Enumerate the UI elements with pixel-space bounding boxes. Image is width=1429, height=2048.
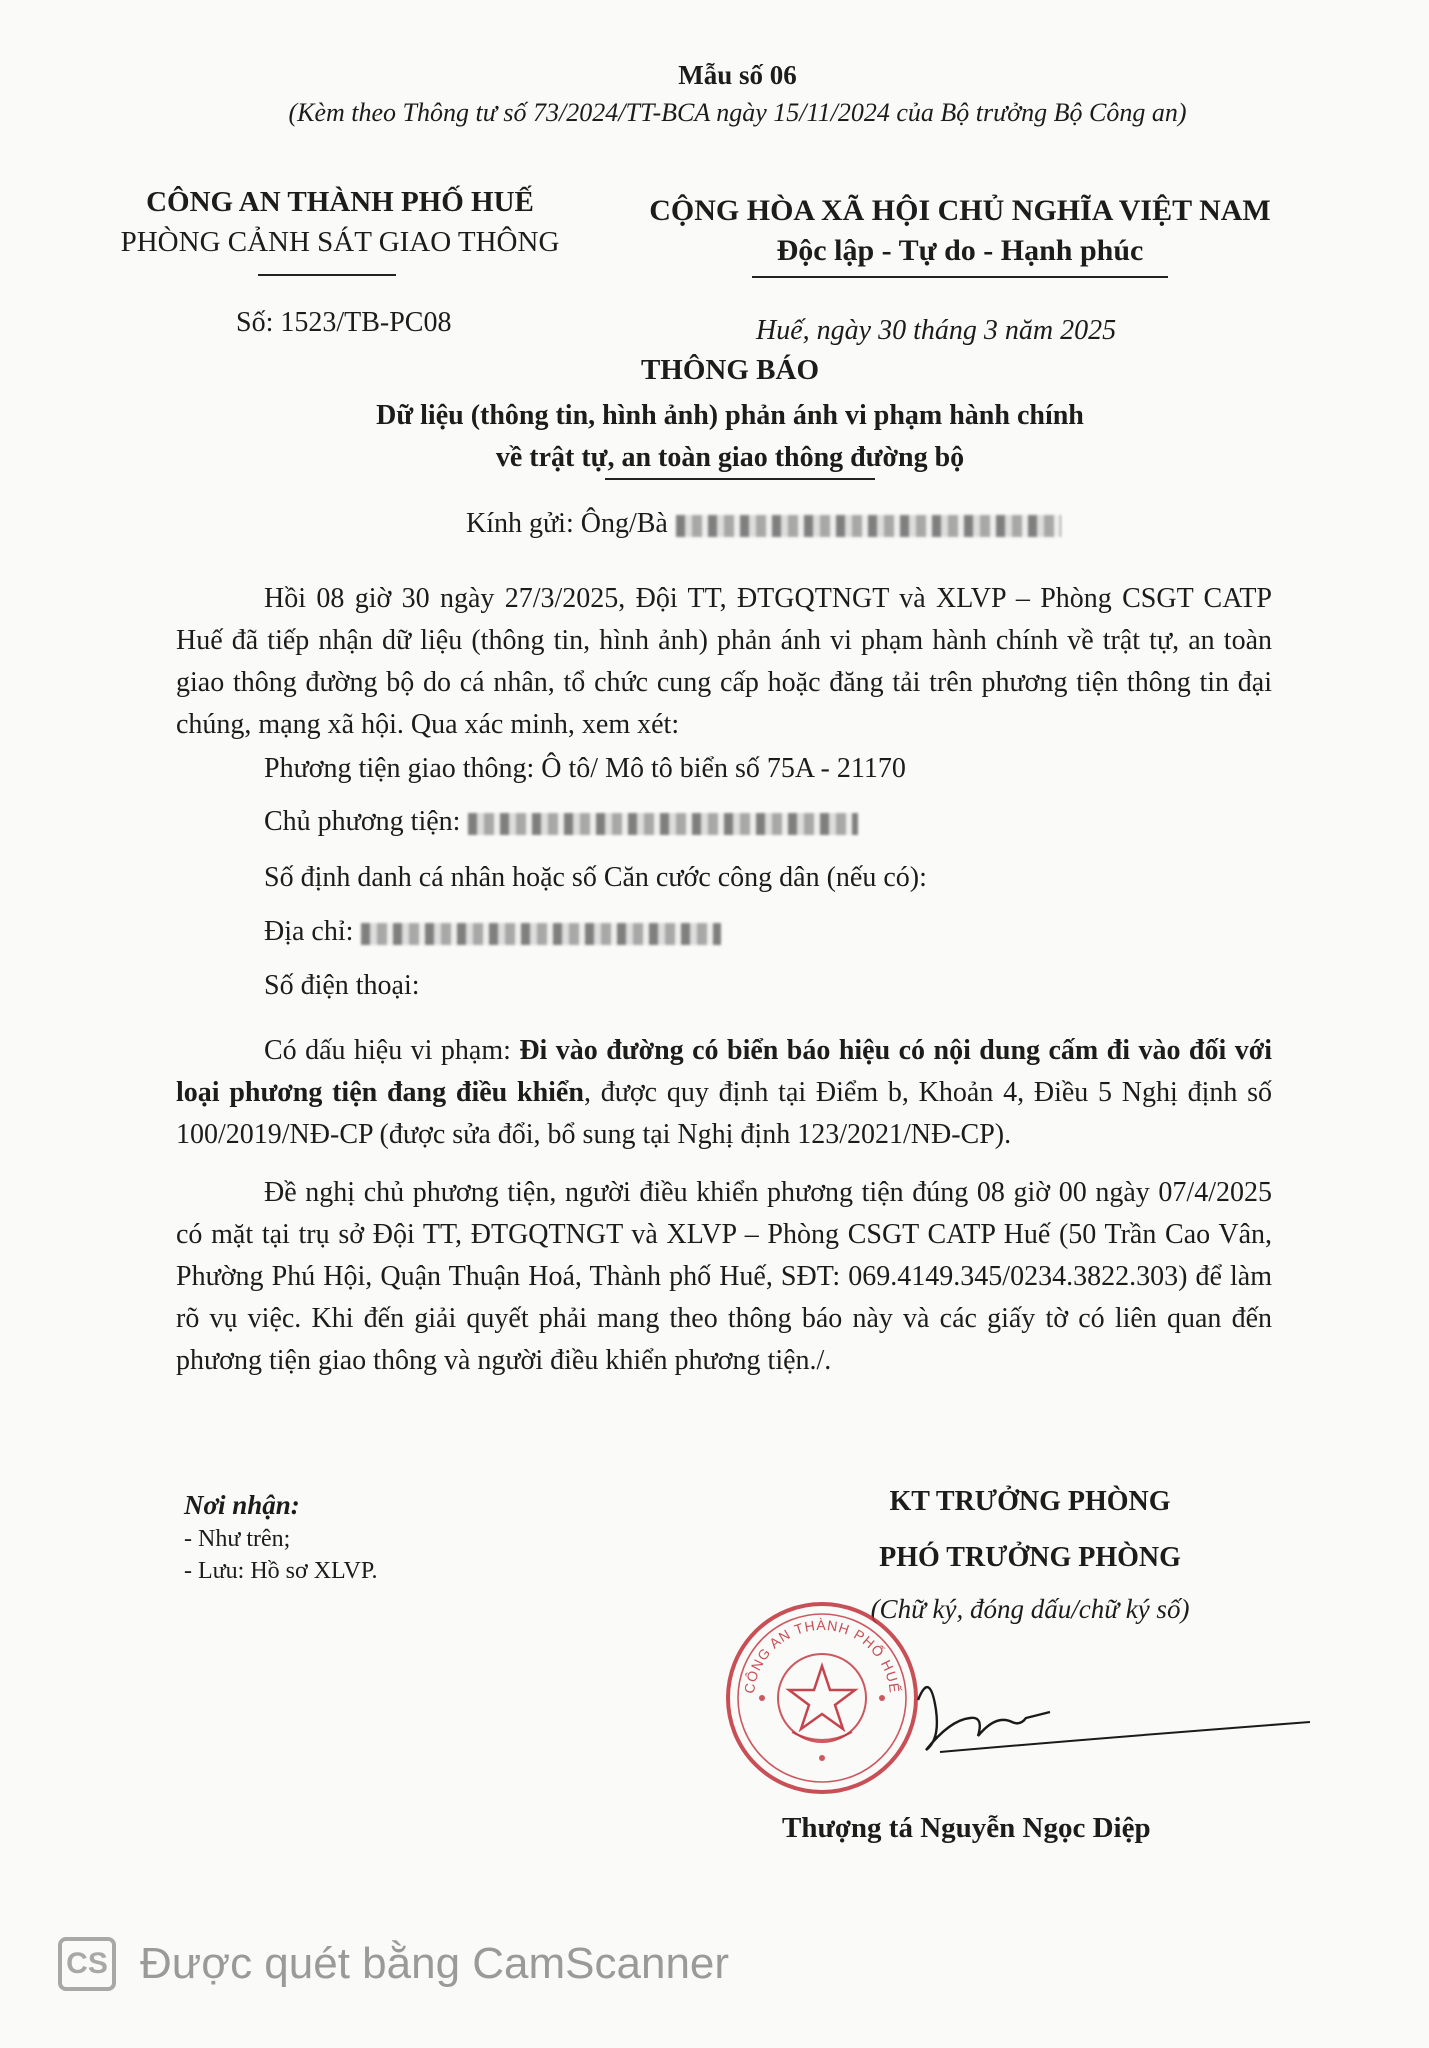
request-paragraph <box>176 1172 1272 1382</box>
document-title: THÔNG BÁO <box>640 354 820 386</box>
redacted-recipient <box>676 515 1061 537</box>
country-name: CỘNG HÒA XÃ HỘI CHỦ NGHĨA VIỆT NAM <box>649 194 1271 227</box>
intro-paragraph <box>176 578 1272 746</box>
signer-title-2: PHÓ TRƯỞNG PHÒNG <box>879 1542 1181 1573</box>
violation-legal-basis: , được quy định tại Điểm b, Khoản 4, Điều 5 Nghị định số 100/2019/NĐ-CP (được sửa đổi, bổ sung tại Nghị định 123/2021/NĐ-CP). <box>176 1077 1273 1150</box>
document-subtitle-line1: Dữ liệu (thông tin, hình ảnh) phản ánh vi phạm hành chính <box>376 400 1084 431</box>
violation-description: Đi vào đường có biển báo hiệu có nội dung cấm đi vào đối với loại phương tiện đang điều khiển <box>176 1035 1273 1108</box>
recipient-item: - Lưu: Hồ sơ XLVP. <box>184 1558 378 1584</box>
camscanner-watermark <box>58 1937 729 1991</box>
camscanner-text: Được quét bằng CamScanner <box>140 1939 730 1988</box>
signature-note: (Chữ ký, đóng dấu/chữ ký số) <box>870 1594 1190 1624</box>
request-text: Đề nghị chủ phương tiện, người điều khiển phương tiện đúng 08 giờ 00 ngày 07/4/2025 có mặt tại trụ sở Đội TT, ĐTGQTNGT và XLVP – Phòng CSGT CATP Huế (50 Trần Cao Vân, Phường Phú Hội, Quận Thuận Hoá, Thành phố Huế, SĐT: 069.4149.345/0234.3822.303) để làm rõ vụ việc. Khi đến giải quyết phải mang theo thông báo này và các giấy tờ có liên quan đến phương tiện giao thông và người điều khiển phương tiện./. <box>176 1177 1272 1376</box>
redacted-address <box>361 923 721 945</box>
redacted-owner <box>468 813 858 835</box>
signer-name: Thượng tá Nguyễn Ngọc Diệp <box>782 1812 1151 1844</box>
signer-title-1: KT TRƯỞNG PHÒNG <box>889 1486 1171 1517</box>
recipient-item: - Như trên; <box>184 1526 291 1552</box>
motto-underline <box>752 276 1168 278</box>
svg-text:CÔNG AN THÀNH PHỐ HUẾ: CÔNG AN THÀNH PHỐ HUẾ <box>741 1616 903 1695</box>
owner-label: Chủ phương tiện: <box>264 806 461 837</box>
agency-name: CÔNG AN THÀNH PHỐ HUẾ <box>146 186 534 218</box>
vehicle-field: Phương tiện giao thông: Ô tô/ Mô tô biển số 75A - 21170 <box>264 753 906 784</box>
violation-prefix: Có dấu hiệu vi phạm: <box>264 1035 520 1066</box>
form-reference: (Kèm theo Thông tư số 73/2024/TT-BCA ngày 15/11/2024 của Bộ trưởng Bộ Công an) <box>288 98 1187 127</box>
document-number: Số: 1523/TB-PC08 <box>236 307 452 338</box>
id-field: Số định danh cá nhân hoặc số Căn cước công dân (nếu có): <box>264 862 927 893</box>
place-date: Huế, ngày 30 tháng 3 năm 2025 <box>756 315 1117 346</box>
recipients-label: Nơi nhận: <box>184 1490 300 1520</box>
address-label: Địa chỉ: <box>264 916 354 947</box>
intro-text: Hồi 08 giờ 30 ngày 27/3/2025, Đội TT, ĐTGQTNGT và XLVP – Phòng CSGT CATP Huế đã tiếp nhận dữ liệu (thông tin, hình ảnh) phản ánh vi phạm hành chính về trật tự, an toàn giao thông đường bộ do cá nhân, tổ chức cung cấp hoặc đăng tải trên phương tiện thông tin đại chúng, mạng xã hội. Qua xác minh, xem xét: <box>176 583 1272 740</box>
violation-paragraph <box>176 1030 1272 1156</box>
subtitle-underline <box>605 478 875 480</box>
department-name: PHÒNG CẢNH SÁT GIAO THÔNG <box>120 226 560 258</box>
address-field <box>264 916 721 948</box>
owner-field <box>264 806 858 838</box>
form-number: Mẫu số 06 <box>678 60 797 90</box>
violation-text <box>176 1030 1272 1156</box>
recipient-line <box>466 508 1061 540</box>
phone-field: Số điện thoại: <box>264 970 420 1001</box>
camscanner-icon: CS <box>58 1937 116 1991</box>
motto: Độc lập - Tự do - Hạnh phúc <box>776 234 1144 267</box>
document-subtitle-line2: về trật tự, an toàn giao thông đường bộ <box>495 442 965 473</box>
handwritten-signature <box>900 1660 1320 1780</box>
recipient-label: Kính gửi: Ông/Bà <box>466 508 668 539</box>
official-seal-icon <box>722 1598 922 1798</box>
agency-underline <box>258 274 396 276</box>
